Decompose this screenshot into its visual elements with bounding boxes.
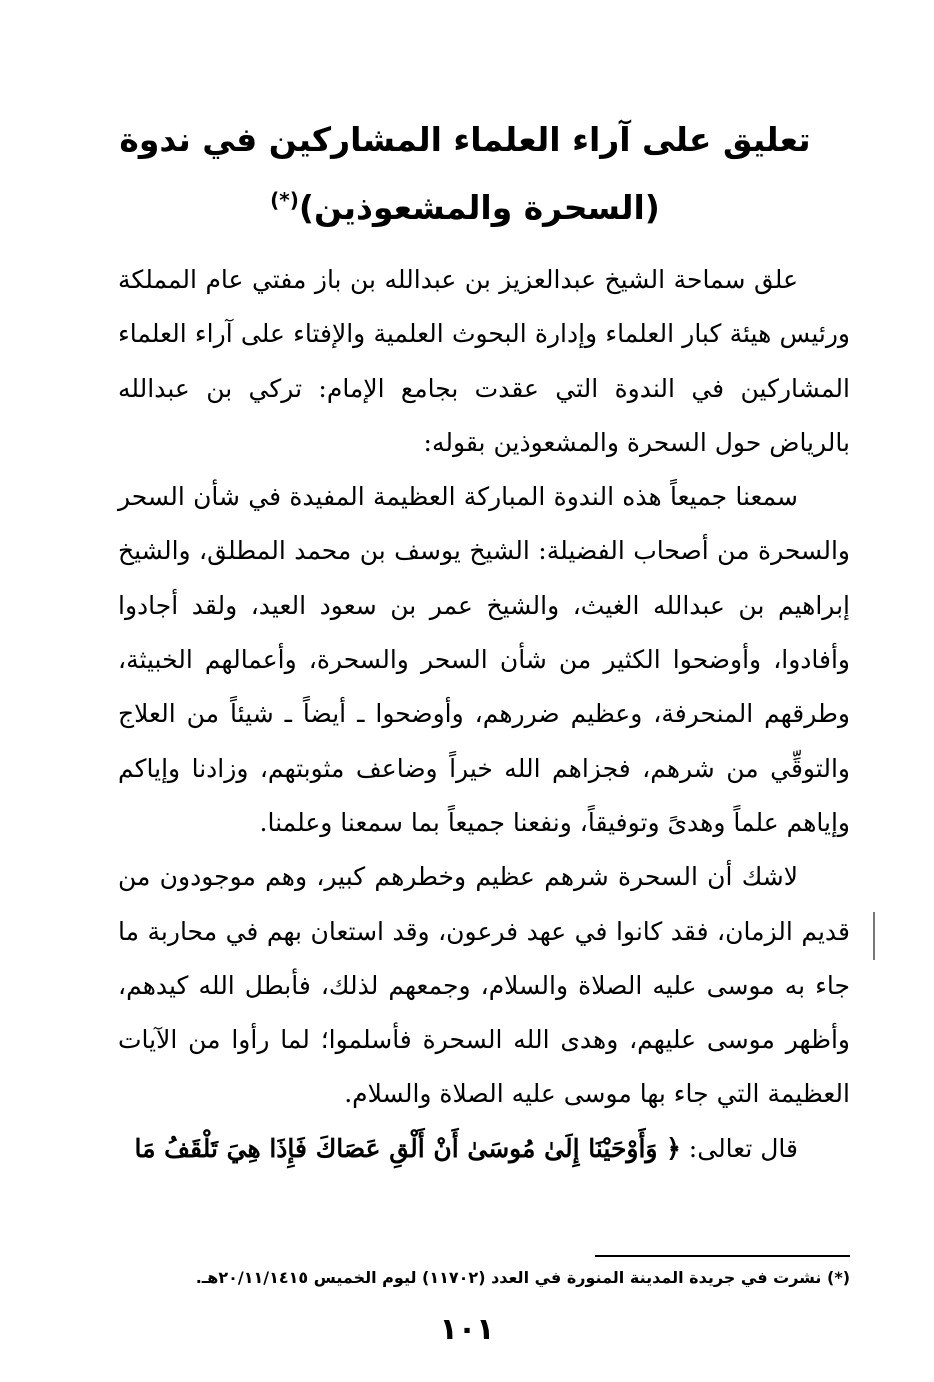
footnote: (*) نشرت في جريدة المدينة المنورة في العدد (١١٧٠٢) ليوم الخميس ٢٠/١١/١٤١٥هـ.	[195, 1268, 850, 1287]
page-number: ١٠١	[439, 1312, 495, 1347]
title-line-2-text: (السحرة والمشعوذين)	[298, 188, 660, 227]
margin-mark	[873, 912, 875, 960]
body-text	[118, 253, 850, 1176]
page-title	[60, 110, 870, 238]
title-line-1: تعليق على آراء العلماء المشاركين في ندوة	[119, 120, 811, 159]
title-line-2	[60, 170, 870, 238]
paragraph-3: لاشك أن السحرة شرهم عظيم وخطرهم كبير، وهم موجودون من قديم الزمان، فقد كانوا في عهد فرعون، وقد استعان بهم في محاربة ما جاء به موسى عليه الصلاة والسلام، وجمعهم لذلك، فأبطل الله كيدهم، وأظهر موسى عليهم، وهدى الله السحرة فأسلموا؛ لما رأوا من الآيات العظيمة التي جاء بها موسى عليه الصلاة والسلام.	[118, 862, 850, 1109]
footnote-marker: (*)	[270, 188, 299, 212]
verse-lead: قال تعالى:	[680, 1133, 798, 1163]
footnote-divider	[595, 1255, 850, 1257]
paragraph-2: سمعنا جميعاً هذه الندوة المباركة العظيمة المفيدة في شأن السحر والسحرة من أصحاب الفضيلة: الشيخ يوسف بن محمد المطلق، والشيخ إبراهيم بن عبدالله الغيث، والشيخ عمر بن سعود العيد، ولقد أجادوا وأفادوا، وأوضحوا الكثير من شأن السحر والسحرة، وأعمالهم الخبيثة، وطرقهم المنحرفة، وعظيم ضررهم، وأوضحوا ـ أيضاً ـ شيئاً من العلاج والتوقِّي من شرهم، فجزاهم الله خيراً وضاعف مثوبتهم، وزادنا وإياكم وإياهم علماً وهدىً وتوفيقاً، ونفعنا جميعاً بما سمعنا وعلمنا.	[118, 482, 850, 837]
paragraph-1: علق سماحة الشيخ عبدالعزيز بن عبدالله بن باز مفتي عام المملكة ورئيس هيئة كبار العلماء وإدارة البحوث العلمية والإفتاء على آراء العلماء المشاركين في الندوة التي عقدت بجامع الإمام: تركي بن عبدالله بالرياض حول السحرة والمشعوذين بقوله:	[118, 265, 850, 457]
paragraph-4	[118, 1122, 850, 1176]
quran-verse: ﴿ وَأَوْحَيْنَا إِلَىٰ مُوسَىٰ أَنْ أَلْقِ عَصَاكَ فَإِذَا هِيَ تَلْقَفُ مَا	[134, 1133, 681, 1163]
